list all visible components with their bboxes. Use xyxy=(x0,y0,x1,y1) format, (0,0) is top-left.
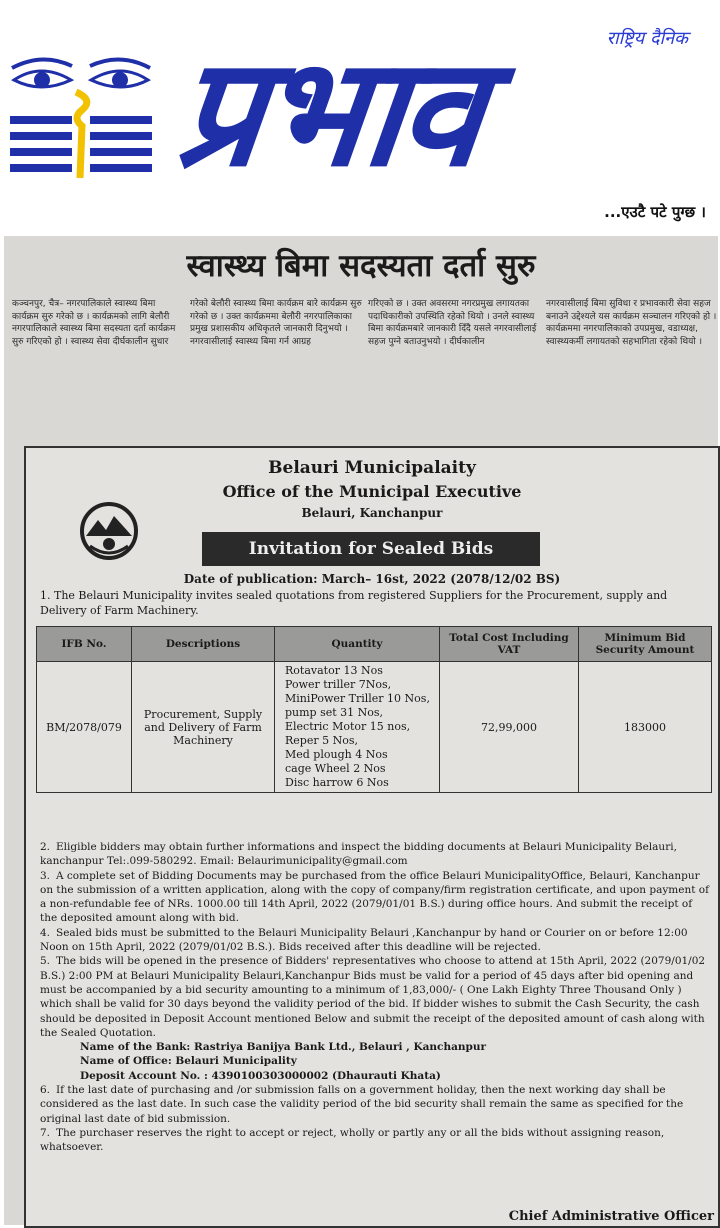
signature-title: Chief Administrative Officer xyxy=(508,1209,714,1224)
column-header: Descriptions xyxy=(132,627,275,662)
newspaper-tagline: ...एउटै पटे पुग्छ । xyxy=(604,203,706,221)
notice-item xyxy=(40,840,712,869)
notice-item xyxy=(40,954,712,1040)
total-cost-cell: 72,99,000 xyxy=(440,662,579,793)
column-header: Quantity xyxy=(275,627,440,662)
article-column: गरिएको छ । उक्त अवसरमा नगरप्रमुख लगायतका पदाधिकारीको उपस्थिति रहेको थियो । उनले स्वास्थ्य बिमा कार्यक्रमबारे जानकारी दिँदै यसले नगरवासीलाई सहज पुग्ने बताउनुभयो । दीर्घकालीन xyxy=(368,299,537,347)
item-number: 2. xyxy=(40,841,51,853)
item-text: If the last date of purchasing and /or submission falls on a government holiday, then the next working day shall be considered as the last date. In such case the validity period of the bid security shall remain the same as specified for the original last date of bid submission. xyxy=(40,1084,684,1125)
item-text: The purchaser reserves the right to accept or reject, wholly or partly any or all the bids without assigning reason, whatsoever. xyxy=(40,1126,665,1154)
bank-name: Name of the Bank: Rastriya Banijya Bank Ltd., Belauri , Kanchanpur xyxy=(80,1041,487,1054)
notice-title: Invitation for Sealed Bids xyxy=(202,532,540,566)
column-header: IFB No. xyxy=(37,627,132,662)
quantity-item: pump set 31 Nos, xyxy=(285,706,384,719)
quantity-cell xyxy=(275,662,440,793)
notice-item: 1. The Belauri Municipality invites sealed quotations from registered Suppliers for the Procurement, supply and Delivery of Farm Machinery. xyxy=(40,589,668,617)
newspaper-title: प्रभाव xyxy=(168,26,489,200)
bid-notice xyxy=(24,446,720,1228)
article-column: गरेको बेलौरी स्वास्थ्य बिमा कार्यक्रम बारे कार्यक्रम सुरु गरेको छ । उक्त कार्यक्रममा बेलौरी नगरपालिकाका प्रमुख प्रशासकीय अधिकृतले जानकारी दिनुभयो । नगरवासीलाई स्वास्थ्य बिमा गर्न आग्रह xyxy=(190,299,362,347)
notice-item xyxy=(40,869,712,926)
bid-table xyxy=(36,626,712,793)
column-header: Minimum Bid Security Amount xyxy=(579,627,712,662)
publication-date: Date of publication: March– 16st, 2022 (2078/12/02 BS) xyxy=(183,572,561,586)
quantity-item: Reper 5 Nos, xyxy=(285,734,358,747)
office-name: Office of the Municipal Executive xyxy=(222,482,522,501)
item-number: 7. xyxy=(40,1126,51,1139)
quantity-item: Rotavator 13 Nos xyxy=(285,664,383,677)
notice-item xyxy=(40,1083,712,1126)
item-number: 4. xyxy=(40,926,51,939)
quantity-item: MiniPower Triller 10 Nos, xyxy=(285,692,430,705)
table-header-row xyxy=(37,627,712,662)
newspaper-page xyxy=(4,236,718,1225)
ifb-number: BM/2078/079 xyxy=(37,662,132,793)
quantity-item: Electric Motor 15 nos, xyxy=(285,720,411,733)
office-location: Belauri, Kanchanpur xyxy=(301,506,443,520)
item-text: The bids will be opened in the presence of Bidders' representatives who choose to attend at 15th April, 2022 (2079/01/02 B.S.) 2:00 PM at Belauri Municipality Belauri,Kanchanpur Bids must be valid for a period of 45 days after bid opening and must be accompanied by a bid security amounting to a minimum of 1,83,000/- ( One Lakh Eighty Three Thousand Only ) which shall be valid for 30 days beyond the validity period of the bid. If bidder wishes to submit the Cash Security, the cash should be deposited in Deposit Account mentioned Below and submit the receipt of the deposited amount of cash along with the Sealed Quotation. xyxy=(40,955,706,1039)
description-cell: Procurement, Supply and Delivery of Farm Machinery xyxy=(132,662,275,793)
newspaper-subtitle: राष्ट्रिय दैनिक xyxy=(606,28,688,49)
masthead xyxy=(0,0,720,232)
bank-office: Name of Office: Belauri Municipality xyxy=(80,1055,297,1068)
bank-account: Deposit Account No. : 4390100303000002 (Dhaurauti Khata) xyxy=(80,1069,441,1082)
quantity-item: Med plough 4 Nos xyxy=(285,748,388,761)
article-column: नगरवासीलाई बिमा सुविधा र प्रभावकारी सेवा सहज बनाउने उद्देश्यले यस कार्यक्रम सञ्चालन गरिएको हो । कार्यक्रममा नगरपालिकाको उपप्रमुख, वडाध्यक्ष, स्वास्थ्यकर्मी लगायतको सहभागिता रहेको थियो । xyxy=(546,299,717,347)
article-headline: स्वास्थ्य बिमा सदस्यता दर्ता सुरु xyxy=(186,248,536,284)
notice-items xyxy=(40,840,712,1155)
notice-item xyxy=(40,926,712,955)
quantity-item: cage Wheel 2 Nos xyxy=(285,762,386,775)
item-number: 6. xyxy=(40,1084,51,1097)
notice-item xyxy=(40,1126,712,1155)
column-header: Total Cost Including VAT xyxy=(440,627,579,662)
item-number: 5. xyxy=(40,955,51,968)
table-row xyxy=(37,662,712,793)
item-text: A complete set of Bidding Documents may be purchased from the office Belauri MunicipalityOffice, Belauri, Kanchanpur on the submission of a written application, along with the copy of company/firm registration certificate, and upon payment of a non-refundable fee of NRs. 1000.00 till 14th April, 2022 (2079/01/01 B.S.) during office hours. And submit the receipt of the deposited amount along with bid. xyxy=(40,869,709,925)
item-text: Eligible bidders may obtain further informations and inspect the bidding documents at Belauri Municipality Belauri, kanchanpur Tel:.099-580292. Email: Belaurimunicipality@gmail.com xyxy=(40,841,677,868)
item-number: 3. xyxy=(40,869,51,882)
article-column: कञ्चनपुर, चैत्र– नगरपालिकाले स्वास्थ्य बिमा कार्यक्रम सुरु गरेको छ । कार्यक्रमको लागि बेलौरी नगरपालिकाले स्वास्थ्य बिमा सदस्यता दर्ता कार्यक्रम सुरु गरिएको हो । स्वास्थ्य सेवा दीर्घकालीन सुधार xyxy=(12,299,176,347)
bid-security-cell: 183000 xyxy=(579,662,712,793)
item-text: Sealed bids must be submitted to the Belauri Municipality Belauri ,Kanchanpur by hand or Courier on or before 12:00 Noon on 15th April, 2022 (2079/01/02 B.S.). Bids received after this deadline will be rejected. xyxy=(40,926,688,954)
quantity-item: Power triller 7Nos, xyxy=(285,678,392,691)
organization-name: Belauri Municipalaity xyxy=(268,458,476,478)
buddha-eyes-logo-icon xyxy=(6,50,156,190)
quantity-item: Disc harrow 6 Nos xyxy=(285,776,389,789)
